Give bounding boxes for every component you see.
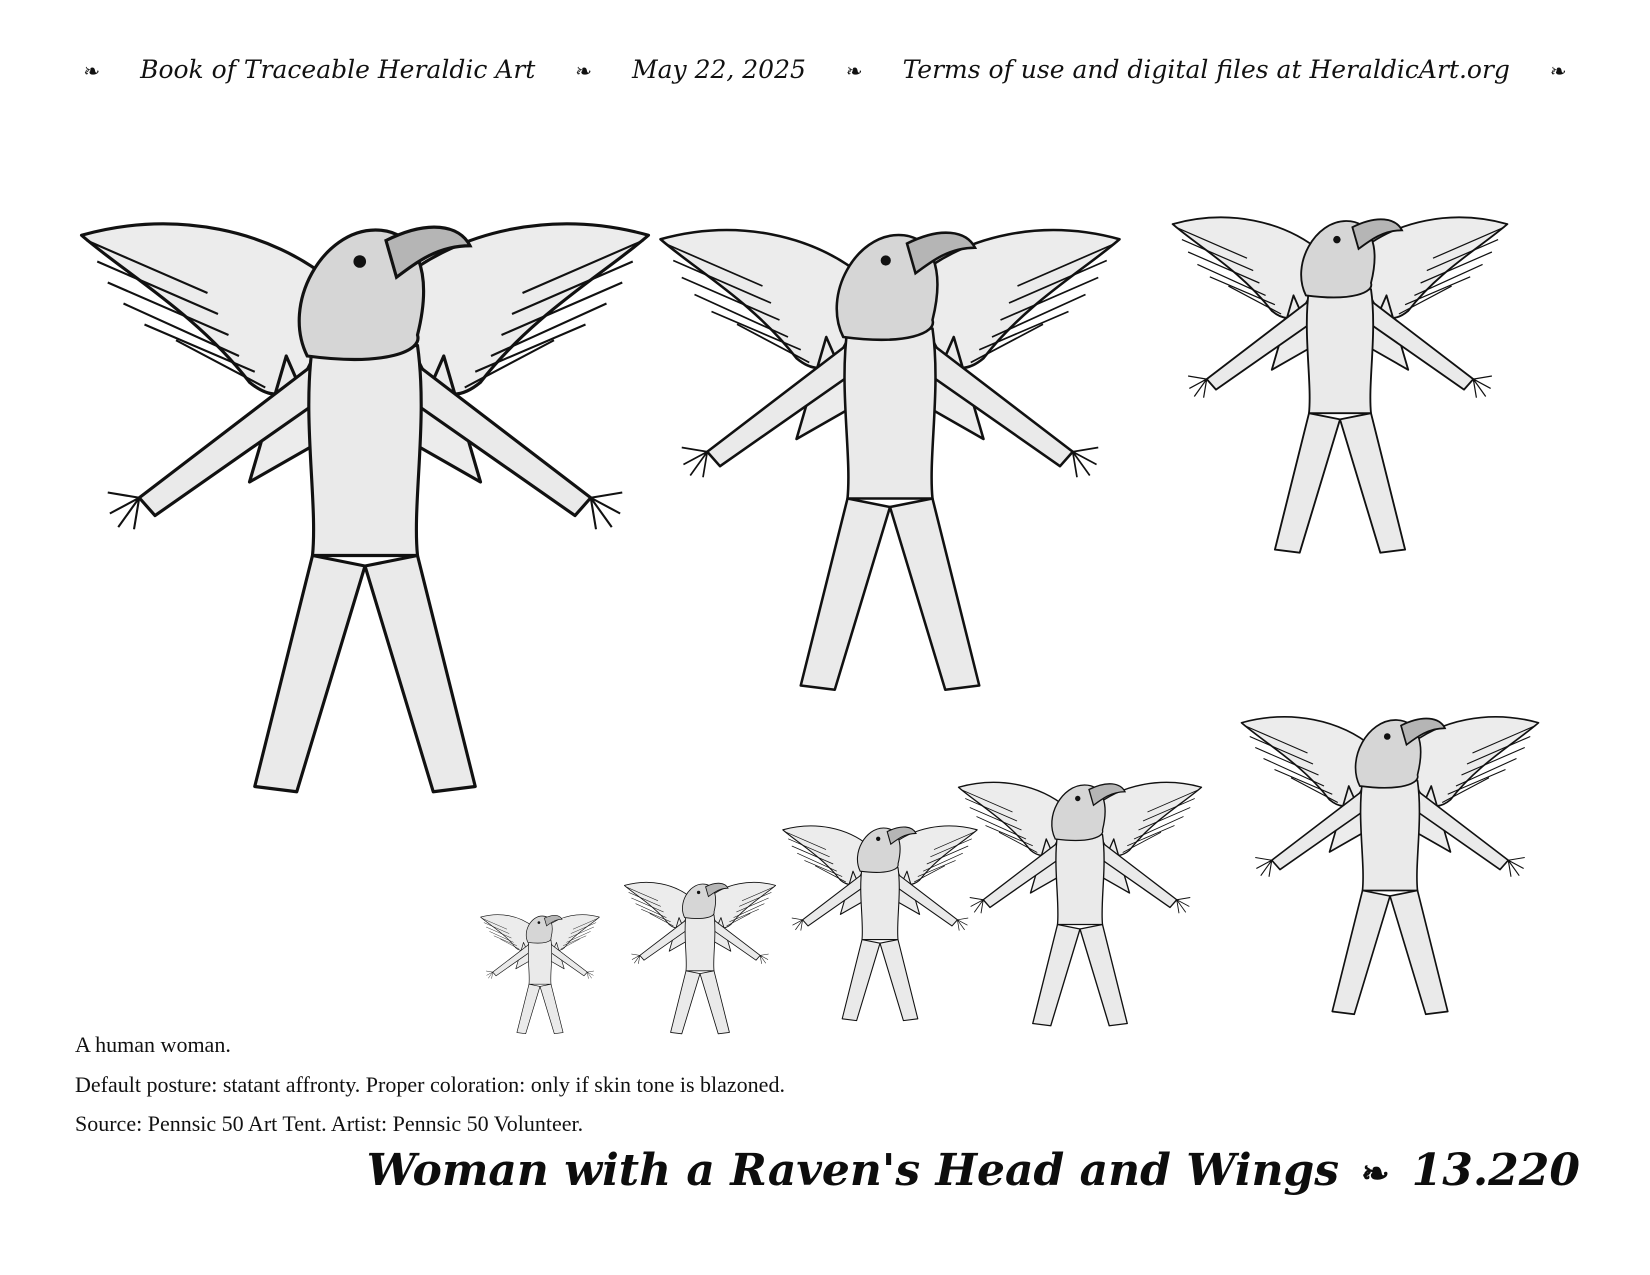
figure-medium-2 [1173, 217, 1508, 552]
leaf-ornament-icon: ❧ [1549, 59, 1567, 83]
figure-small-5 [1242, 717, 1539, 1014]
title-text: Woman with a Raven's Head and Wings [366, 1145, 1340, 1196]
page-title [367, 1145, 1580, 1196]
leaf-ornament-icon: ❧ [1361, 1154, 1390, 1194]
leaf-ornament-icon: ❧ [845, 59, 863, 83]
figure-large [82, 224, 649, 792]
leaf-ornament-icon: ❧ [83, 59, 101, 83]
book-title: Book of Traceable Heraldic Art [140, 55, 536, 84]
leaf-ornament-icon: ❧ [575, 59, 593, 83]
description-line-1: A human woman. [75, 1032, 231, 1057]
description-line-2: Default posture: statant affronty. Proper coloration: only if skin tone is blazoned. [75, 1072, 785, 1097]
description-line-3: Source: Pennsic 50 Art Tent. Artist: Pennsic 50 Volunteer. [75, 1111, 584, 1136]
entry-number: 13.220 [1411, 1145, 1580, 1196]
figure-medium-1 [661, 230, 1120, 690]
figure-small-4 [959, 782, 1202, 1025]
figure-small-2 [624, 882, 775, 1033]
terms-link-text: Terms of use and digital files at HeraldicArt.org [902, 55, 1510, 84]
date: May 22, 2025 [632, 55, 806, 84]
figure-small-1 [481, 915, 600, 1034]
figure-small-3 [783, 826, 977, 1021]
